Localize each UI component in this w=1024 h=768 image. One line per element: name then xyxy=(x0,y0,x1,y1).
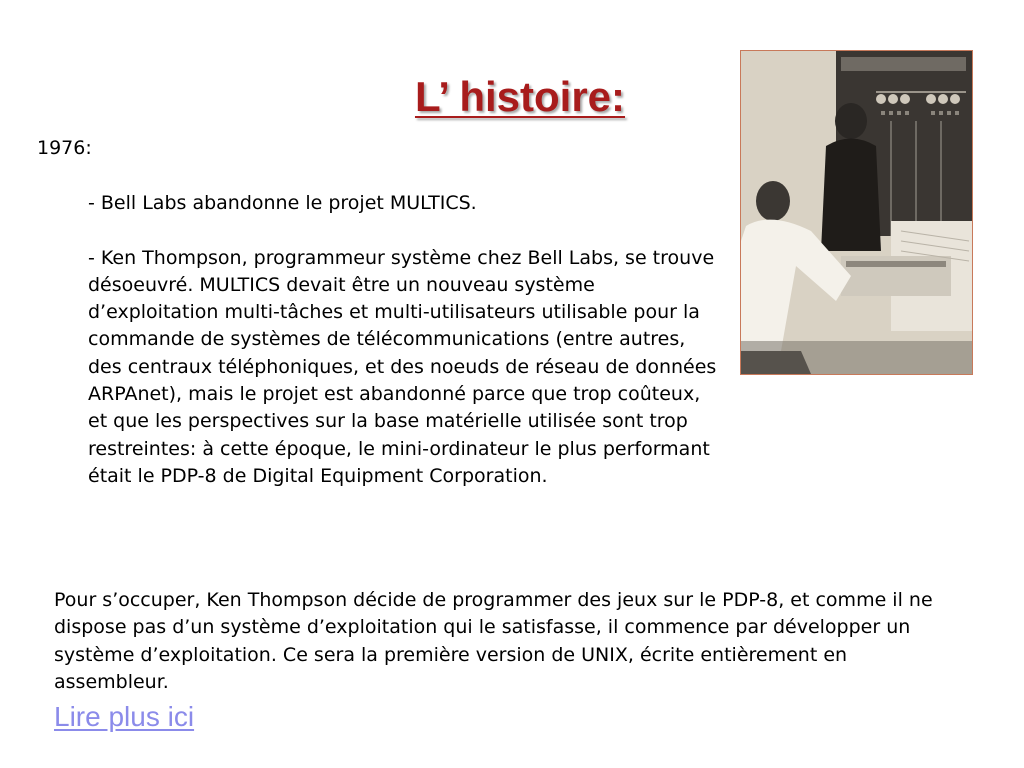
read-more-link[interactable]: Lire plus ici xyxy=(54,701,195,732)
bullet-list xyxy=(88,190,718,518)
slide-title: L’ histoire: xyxy=(414,73,626,120)
photo-illustration xyxy=(741,51,972,374)
historical-photo xyxy=(740,50,973,375)
bullet-item: - Bell Labs abandonne le projet MULTICS. xyxy=(88,192,477,214)
bullet-item: - Ken Thompson, programmeur système chez Bell Labs, se trouve désoeuvré. MULTICS devait être un nouveau système d’exploitation multi-tâches et multi-utilisateurs utilisable pour la commande de systèmes de télécommunications (entre autres, des centraux téléphoniques, et des noeuds de réseau de données ARPAnet), mais le projet est abandonné parce que trop coûteux, et que les perspectives sur la base matérielle utilisée sont trop restreintes: à cette époque, le mini-ordinateur le plus performant était le PDP-8 de Digital Equipment Corporation. xyxy=(88,246,717,487)
year-label: 1976: xyxy=(37,137,92,159)
summary-paragraph: Pour s’occuper, Ken Thompson décide de programmer des jeux sur le PDP-8, et comme il ne dispose pas d’un système d’exploitation qui le satisfasse, il commence par développer un système d’exploitation. Ce sera la première version de UNIX, écrite entièrement en assembleur. xyxy=(54,589,933,693)
